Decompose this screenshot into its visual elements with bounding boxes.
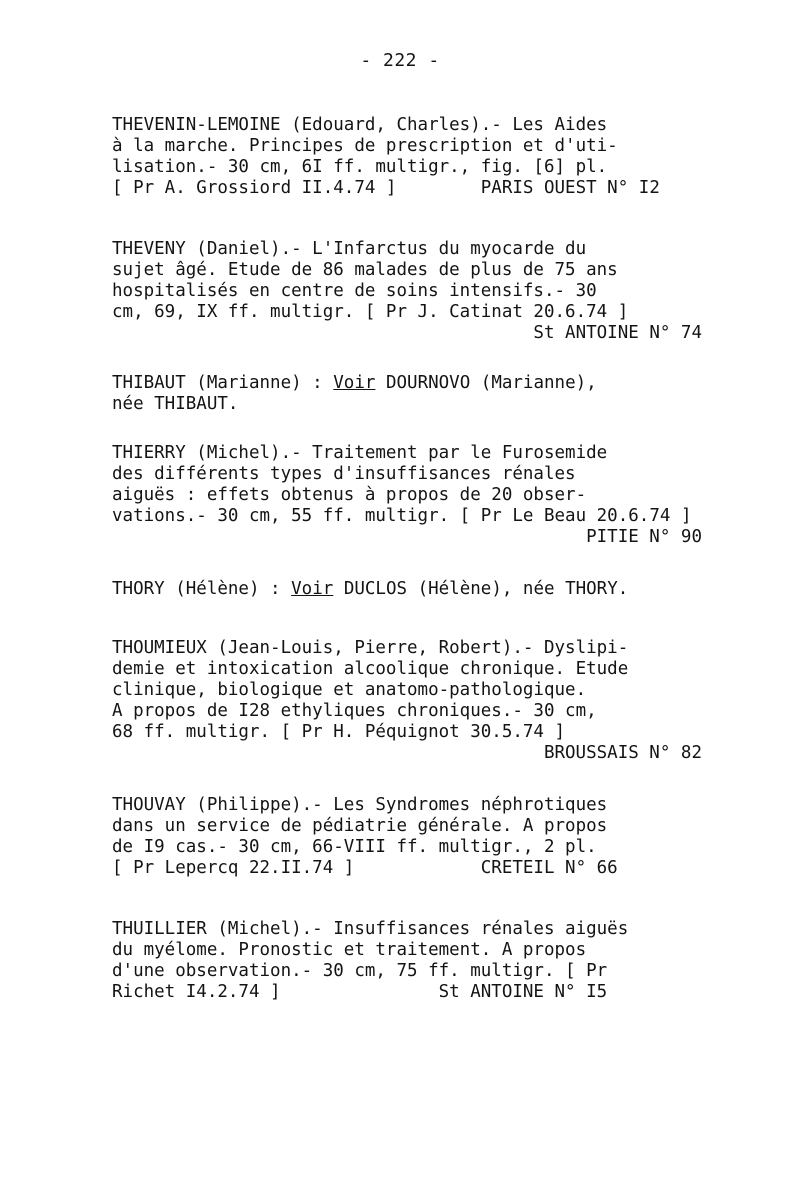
entry-location: BROUSSAIS N° 82 (543, 743, 702, 763)
entry-line: [ Pr Lepercq 22.II.74 ] CRETEIL N° 66 (112, 858, 618, 878)
entry-line: A propos de I28 ethyliques chroniques.- 30 cm, (112, 701, 597, 721)
cross-reference-entry (112, 579, 702, 600)
entry-line: vations.- 30 cm, 55 ff. multigr. [ Pr Le Beau 20.6.74 ] (112, 506, 692, 526)
entry-line: THEVENIN-LEMOINE (Edouard, Charles).- Les Aides (112, 115, 608, 135)
entry-line: 68 ff. multigr. [ Pr H. Péquignot 30.5.74 ] (112, 722, 566, 742)
entry-line: demie et intoxication alcoolique chronique. Etude (112, 659, 629, 679)
see-reference-link[interactable]: Voir (291, 579, 334, 599)
entry-location: St ANTOINE N° 74 (533, 323, 702, 343)
reference-target: DOURNOVO (Marianne), (375, 373, 597, 393)
entry-line: hospitalisés en centre de soins intensifs.- 30 (112, 281, 597, 301)
entry-line: à la marche. Principes de prescription et d'uti- (112, 136, 618, 156)
entry-line: aiguës : effets obtenus à propos de 20 obser- (112, 485, 587, 505)
bibliography-entry (112, 443, 702, 548)
entry-line: cm, 69, IX ff. multigr. [ Pr J. Catinat 20.6.74 ] (112, 302, 629, 322)
entry-line: des différents types d'insuffisances rénales (112, 464, 576, 484)
entry-line: Richet I4.2.74 ] St ANTOINE N° I5 (112, 982, 608, 1002)
see-reference-link[interactable]: Voir (333, 373, 376, 393)
entry-line: THEVENY (Daniel).- L'Infarctus du myocarde du (112, 239, 587, 259)
reference-target: DUCLOS (Hélène), née THORY. (333, 579, 629, 599)
entry-line: lisation.- 30 cm, 6I ff. multigr., fig. [6] pl. (112, 157, 608, 177)
bibliography-entry (112, 795, 702, 879)
entry-line: THOUVAY (Philippe).- Les Syndromes néphrotiques (112, 795, 608, 815)
bibliography-entry (112, 115, 702, 199)
entry-name: THORY (Hélène) : (112, 579, 292, 599)
bibliography-entry (112, 919, 702, 1003)
bibliography-entry (112, 638, 702, 764)
entry-line (112, 373, 702, 394)
entry-name: THIBAUT (Marianne) : (112, 373, 334, 393)
entry-line: THIERRY (Michel).- Traitement par le Furosemide (112, 443, 608, 463)
entry-line (112, 579, 702, 600)
entry-line: du myélome. Pronostic et traitement. A propos (112, 940, 587, 960)
entry-line: sujet âgé. Etude de 86 malades de plus de 75 ans (112, 260, 618, 280)
entry-line: [ Pr A. Grossiord II.4.74 ] PARIS OUEST N° I2 (112, 178, 660, 198)
entry-location: PITIE N° 90 (586, 527, 702, 547)
entry-line: d'une observation.- 30 cm, 75 ff. multigr. [ Pr (112, 961, 608, 981)
entry-line: THOUMIEUX (Jean-Louis, Pierre, Robert).- Dyslipi- (112, 638, 629, 658)
entry-line: dans un service de pédiatrie générale. A propos (112, 816, 608, 836)
entry-line: née THIBAUT. (112, 394, 239, 414)
entry-line: clinique, biologique et anatomo-pathologique. (112, 680, 587, 700)
cross-reference-entry (112, 373, 702, 415)
entry-line: de I9 cas.- 30 cm, 66-VIII ff. multigr., 2 pl. (112, 837, 597, 857)
bibliography-entry (112, 239, 702, 344)
entry-line: THUILLIER (Michel).- Insuffisances rénales aiguës (112, 919, 629, 939)
page-number: - 222 - (360, 50, 440, 71)
